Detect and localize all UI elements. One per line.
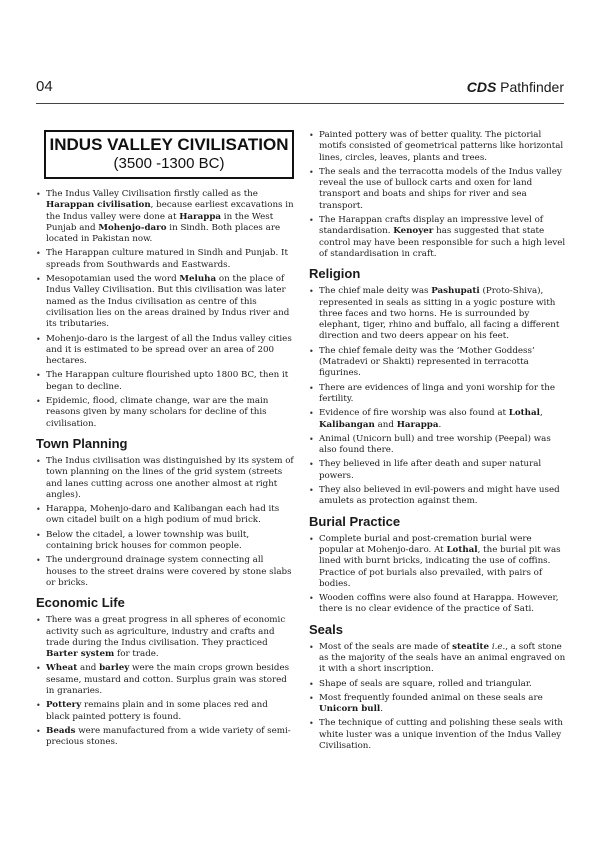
bold-term: Harappa (179, 211, 222, 222)
text-segment: They also believed in evil-powers and might have used amulets as protection against them. (319, 485, 560, 507)
section-heading-religion: Religion (309, 266, 361, 282)
brand-rest: Pathfinder (496, 79, 564, 95)
bullet-item (309, 383, 567, 406)
bullet-item (36, 530, 294, 553)
bold-term: steatite (452, 641, 490, 652)
bold-term: Meluha (179, 274, 217, 285)
bold-term: Pottery (46, 700, 82, 711)
section-heading-burial-practice: Burial Practice (309, 513, 401, 529)
page-header (36, 78, 564, 100)
religion-list (309, 286, 567, 507)
text-segment: on the place of Indus Valley Civilisation. But this civilisation was later named as the Indus civilisation as centre of this civilisation lies on the areas drained by Indus river and its tributaries. (46, 274, 290, 330)
bullet-item (309, 286, 567, 342)
chapter-title-box (44, 130, 294, 179)
text-segment: The seals and the terracotta models of the Indus valley reveal the use of bullock carts and oxen for land transport and boats and ships for river and sea transport. (319, 166, 562, 211)
text-segment: Animal (Unicorn bull) and tree worship (Peepal) was also found there. (319, 433, 551, 456)
bullet-item (36, 504, 294, 527)
crafts-list (309, 130, 567, 260)
text-segment: remains plain and in some places red and black painted pottery is found. (46, 700, 268, 722)
bold-term: Unicorn bull (319, 704, 381, 715)
text-segment: were manufactured from a wide variety of semi-precious stones. (46, 725, 291, 748)
text-segment: The Harappan crafts display an impressive level of standardisation. (319, 215, 544, 237)
text-segment: , the burial pit was lined with burnt bricks, indicating the use of coffins. Practice of pot burials also prevailed, with pairs of bodies. (319, 544, 561, 589)
text-segment: The Harappan culture matured in Sindh and Punjab. It spreads from Southwards and Eastwards. (46, 248, 288, 270)
text-segment: has suggested that state control may have been responsible for such a high level of standardisation in craft. (319, 226, 566, 259)
text-segment: (Proto-Shiva), represented in seals as sitting in a yogic posture with three faces and two horns. He is surrounded by elephant, tiger, rhino and buffalo, all facing a different direction and two deers appear on his feet. (319, 286, 560, 342)
left-column (36, 130, 294, 751)
economic-life-list (36, 615, 294, 748)
bullet-item (309, 459, 567, 482)
text-segment: The chief female deity was the ‘Mother Goddess’ (Matradevi or Shakti) represented in terracotta figurines. (319, 345, 535, 379)
bullet-item (309, 593, 567, 616)
bold-term: Beads (46, 725, 76, 736)
bullet-item (36, 334, 294, 368)
text-segment: Evidence of fire worship was also found at (319, 408, 509, 419)
text-segment: Mohenjo-daro is the largest of all the Indus valley cities and it is estimated to be spread over an area of 200 hectares. (46, 333, 292, 367)
chapter-subtitle: (3500 -1300 BC) (113, 155, 225, 172)
bullet-item (36, 555, 294, 589)
bullet-item (36, 726, 294, 749)
section-heading-economic-life: Economic Life (36, 595, 125, 611)
bullet-item (36, 189, 294, 245)
bullet-item (309, 434, 567, 457)
bullet-item (36, 396, 294, 430)
text-segment: . (438, 419, 442, 430)
bold-term: Pashupati (431, 286, 480, 297)
bold-term: Barter system (46, 649, 115, 660)
text-segment: Shape of seals are square, rolled and triangular. (319, 678, 532, 689)
brand-name (467, 79, 564, 95)
bullet-item (309, 534, 567, 590)
bullet-item (309, 642, 567, 676)
section-heading-seals: Seals (309, 621, 343, 637)
text-segment: The technique of cutting and polishing these seals with white luster was a unique invention of the Indus Valley Civilisation. (319, 718, 564, 752)
bullet-item (36, 700, 294, 723)
bullet-item (36, 456, 294, 501)
text-segment: and (374, 419, 397, 430)
text-segment: Below the citadel, a lower township was built, containing brick houses for common people. (46, 529, 250, 552)
bold-term: Kenoyer (393, 226, 434, 237)
bold-term: Lothal (508, 408, 540, 419)
text-segment: were the main crops grown besides sesame, mustard and cotton. Surplus grain was stored in granaries. (46, 663, 290, 696)
bold-term: Kalibangan (319, 419, 375, 430)
text-segment: The Harappan culture flourished upto 1800 BC, then it began to decline. (46, 370, 289, 392)
bullet-item (36, 663, 294, 697)
text-segment: The chief male deity was (319, 286, 432, 297)
text-segment: There was a great progress in all spheres of economic activity such as agriculture, industry and crafts and trade during the Indus civilisation. They practiced (46, 615, 286, 648)
bullet-item (309, 679, 567, 690)
text-segment: in the West Punjab and (46, 211, 274, 233)
text-segment: Harappa, Mohenjo-daro and Kalibangan each had its own citadel built on a high podium of mud brick. (46, 504, 280, 526)
bullet-item (309, 167, 567, 212)
intro-list (36, 189, 294, 430)
bold-term: Wheat (46, 663, 78, 674)
text-segment: Mesopotamian used the word (46, 274, 180, 285)
town-planning-list (36, 456, 294, 589)
bold-term: Harappa (396, 419, 439, 430)
bullet-item (309, 130, 567, 164)
text-segment: Painted pottery was of better quality. The pictorial motifs consisted of geometrical patterns like horizontal lines, circles, leaves, plants and trees. (319, 130, 564, 163)
page-number: 04 (36, 78, 53, 95)
text-segment: There are evidences of linga and yoni worship for the fertility. (319, 382, 555, 404)
bullet-item (36, 370, 294, 393)
text-segment: Most of the seals are made of (319, 641, 453, 652)
bold-term: barley (99, 663, 130, 674)
text-segment: Epidemic, flood, climate change, war are the main reasons given by many scholars for decline of this civilisation. (46, 396, 269, 429)
text-segment: Most frequently founded animal on these seals are (319, 692, 543, 703)
bold-term: Mohenjo-daro (98, 222, 167, 233)
text-segment: Wooden coffins were also found at Harappa. However, there is no clear evidence of the practice of Sati. (319, 593, 559, 615)
italic-term: i.e. (491, 641, 506, 652)
text-segment: and (77, 663, 100, 674)
text-segment: , because earliest excavations in the Indus valley were done at (46, 200, 294, 222)
text-segment: The Indus Valley Civilisation firstly called as the (46, 189, 258, 199)
seals-list (309, 642, 567, 753)
section-heading-town-planning: Town Planning (36, 435, 128, 451)
burial-practice-list (309, 534, 567, 616)
bullet-item (309, 485, 567, 508)
bullet-item (309, 693, 567, 716)
text-segment: The underground drainage system connecting all houses to the street drains were covered by stone slabs or bricks. (46, 555, 292, 588)
brand-bold: CDS (466, 79, 497, 95)
right-column (309, 130, 567, 755)
text-segment: Complete burial and post-cremation burial were popular at Mohenjo-daro. At (319, 533, 532, 555)
bullet-item (309, 346, 567, 380)
bullet-item (309, 718, 567, 752)
text-segment: for trade. (114, 649, 159, 660)
chapter-title: INDUS VALLEY CIVILISATION (49, 135, 289, 154)
bullet-item (36, 274, 294, 330)
header-divider (36, 103, 564, 104)
text-segment: , (539, 408, 543, 419)
bullet-item (309, 215, 567, 260)
text-segment: The Indus civilisation was distinguished by its system of town planning on the lines of the grid system (streets and lanes cutting across one another almost at right angles). (46, 455, 294, 500)
bullet-item (309, 408, 567, 431)
bold-term: Harappan civilisation (46, 200, 151, 211)
text-segment: in Sindh. Both places are located in Pakistan now. (46, 222, 281, 245)
text-segment: They believed in life after death and super natural powers. (319, 459, 542, 481)
bullet-item (36, 615, 294, 660)
bold-term: Lothal (446, 544, 478, 555)
text-segment: . (380, 704, 383, 715)
bullet-item (36, 248, 294, 271)
text-segment: , a soft stone as the majority of the seals have an animal engraved on it with a short inscription. (319, 641, 566, 675)
